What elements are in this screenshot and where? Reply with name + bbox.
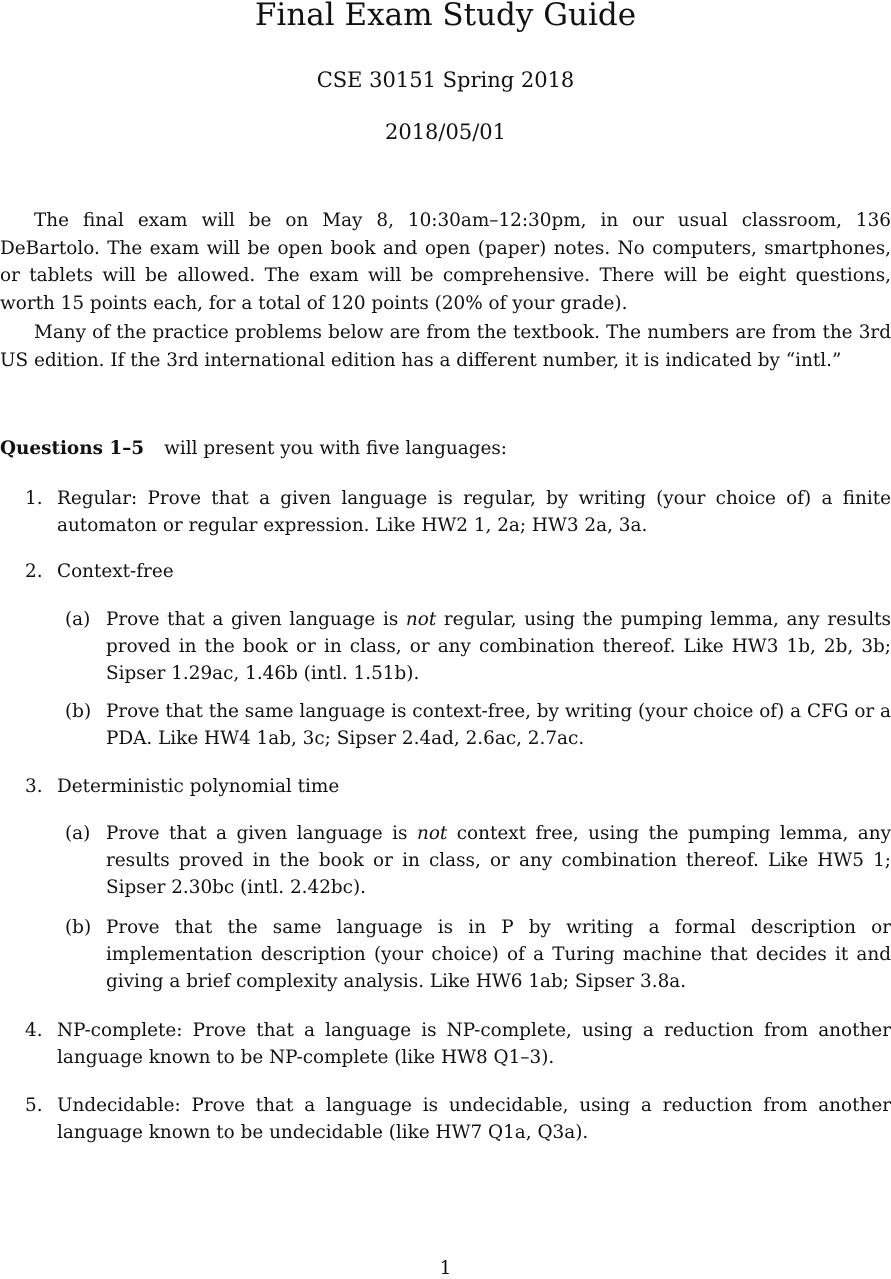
list-item-text: Deterministic polynomial time [57,776,340,797]
intro-paragraph-1: The final exam will be on May 8, 10:30am–12:30pm, in our usual classroom, 136 DeBartolo. The exam will be open book and open (paper) notes. No computers, smartphones, or tablets will be allowed. The exam will be comprehensive. There will be eight questions, worth 15 points each, for a total of 120 points (20% of your grade). [0,210,891,314]
sub-item-text: Prove that the same language is context-free, by writing (your choice of) a CFG or a PDA. Like HW4 1ab, 3c; Sipser 2.4ad, 2.6ac, 2.7ac. [106,701,891,749]
sub-item-letter: (a) [65,823,91,844]
list-item-number: 4. [25,1020,43,1041]
list-item-text: NP-complete: Prove that a language is NP-complete, using a reduction from another language known to be NP-complete (like HW8 Q1–3). [57,1020,891,1068]
sub-item-text: Prove that a given language is not regular, using the pumping lemma, any results proved in the book or in class, or any combination thereof. Like HW3 1b, 2b, 3b; Sipser 1.29ac, 1.46b (intl. 1.51b). [106,609,891,684]
questions-heading-text: will present you with five languages: [164,438,507,459]
sub-item-letter: (a) [65,609,91,630]
list-item-text: Regular: Prove that a given language is regular, by writing (your choice of) a finite automaton or regular expression. Like HW2 1, 2a; HW3 2a, 3a. [57,488,891,536]
sub-item-text: Prove that a given language is not context free, using the pumping lemma, any results proved in the book or in class, or any combination thereof. Like HW5 1; Sipser 2.30bc (intl. 2.42bc). [106,823,891,898]
intro-paragraph-2: Many of the practice problems below are from the textbook. The numbers are from the 3rd US edition. If the 3rd international edition has a different number, it is indicated by “intl.” [0,322,891,371]
questions-heading [0,435,891,462]
sub-item-letter: (b) [65,701,92,722]
sub-item-text: Prove that the same language is in P by writing a formal description or implementation description (your choice) of a Turing machine that decides it and giving a brief complexity analysis. Like HW6 1ab; Sipser 3.8a. [106,917,891,992]
list-item-number: 5. [25,1095,43,1116]
list-item-number: 1. [25,488,43,509]
date-line: 2018/05/01 [384,120,507,144]
questions-heading-label: Questions 1–5 [0,438,145,459]
document-title: Final Exam Study Guide [254,0,637,33]
list-item-number: 2. [25,561,43,582]
list-item-number: 3. [25,776,43,797]
sub-item-letter: (b) [65,917,92,938]
list-item-text: Context-free [57,561,174,582]
list-item-text: Undecidable: Prove that a language is undecidable, using a reduction from another language known to be undecidable (like HW7 Q1a, Q3a). [57,1095,891,1143]
page-number: 1 [439,1258,452,1279]
course-line: CSE 30151 Spring 2018 [316,68,575,92]
